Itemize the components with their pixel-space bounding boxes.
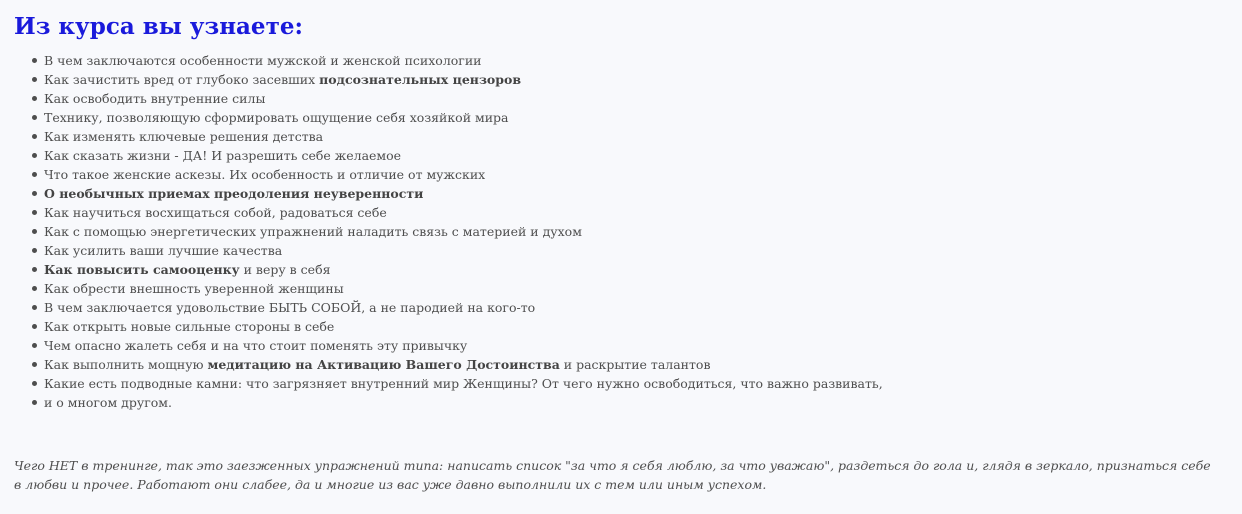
list-item (44, 374, 883, 393)
list-item (44, 222, 883, 241)
list-item (44, 203, 883, 222)
list-item (44, 279, 883, 298)
page-heading: Из курса вы узнаете: (14, 13, 303, 40)
list-item-text: Как обрести внешность уверенной женщины (44, 281, 344, 296)
list-item-text: Как научиться восхищаться собой, радоваться себе (44, 205, 387, 220)
list-item-text: Как с помощью энергетических упражнений наладить связь с материей и духом (44, 224, 582, 239)
list-item-text: Что такое женские аскезы. Их особенность и отличие от мужских (44, 167, 486, 182)
list-item-text: Как освободить внутренние силы (44, 91, 266, 106)
list-item-text: Какие есть подводные камни: что загрязняет внутренний мир Женщины? От чего нужно освободиться, что важно развивать, (44, 376, 883, 391)
list-item-bold: Как повысить самооценку (44, 262, 240, 277)
list-item-text-after: и веру в себя (239, 262, 331, 277)
list-item (44, 317, 883, 336)
training-note: Чего НЕТ в тренинге, так это заезженных упражнений типа: написать список "за что я себя люблю, за что уважаю", раздеться до гола и, глядя в зеркало, признаться себе в любви и прочее. Работают они слабее, да и многие из вас уже давно выполнили их с тем или иным успехом. (14, 458, 1211, 492)
list-item-text: Технику, позволяющую сформировать ощущение себя хозяйкой мира (44, 110, 509, 125)
list-item-text: Как изменять ключевые решения детства (44, 129, 324, 144)
list-item (44, 336, 883, 355)
list-item (44, 260, 883, 279)
list-item-text: Как зачистить вред от глубоко засевших (44, 72, 320, 87)
list-item-text: Как выполнить мощную (44, 357, 208, 372)
list-item-text-after: и раскрытие талантов (559, 357, 711, 372)
list-item-text: и о многом другом. (44, 395, 172, 410)
list-item-text: Как открыть новые сильные стороны в себе (44, 319, 335, 334)
list-item (44, 70, 883, 89)
list-item-text: Как сказать жизни - ДА! И разрешить себе желаемое (44, 148, 402, 163)
list-item-text: В чем заключается удовольствие БЫТЬ СОБОЙ, а не пародией на кого-то (44, 300, 536, 315)
list-item (44, 89, 883, 108)
list-item (44, 298, 883, 317)
list-item (44, 127, 883, 146)
list-item-bold: подсознательных цензоров (319, 72, 522, 87)
list-item (44, 184, 883, 203)
list-item (44, 393, 883, 412)
list-item (44, 146, 883, 165)
list-item (44, 165, 883, 184)
list-item (44, 241, 883, 260)
list-item (44, 51, 883, 70)
list-item-text: Как усилить ваши лучшие качества (44, 243, 283, 258)
list-item-bold: О необычных приемах преодоления неуверенности (44, 186, 424, 201)
list-item (44, 108, 883, 127)
list-item-bold: медитацию на Активацию Вашего Достоинства (207, 357, 560, 372)
list-item (44, 355, 883, 374)
list-item-text: Чем опасно жалеть себя и на что стоит поменять эту привычку (44, 338, 468, 353)
course-topics-list (44, 51, 883, 412)
list-item-text: В чем заключаются особенности мужской и женской психологии (44, 53, 482, 68)
